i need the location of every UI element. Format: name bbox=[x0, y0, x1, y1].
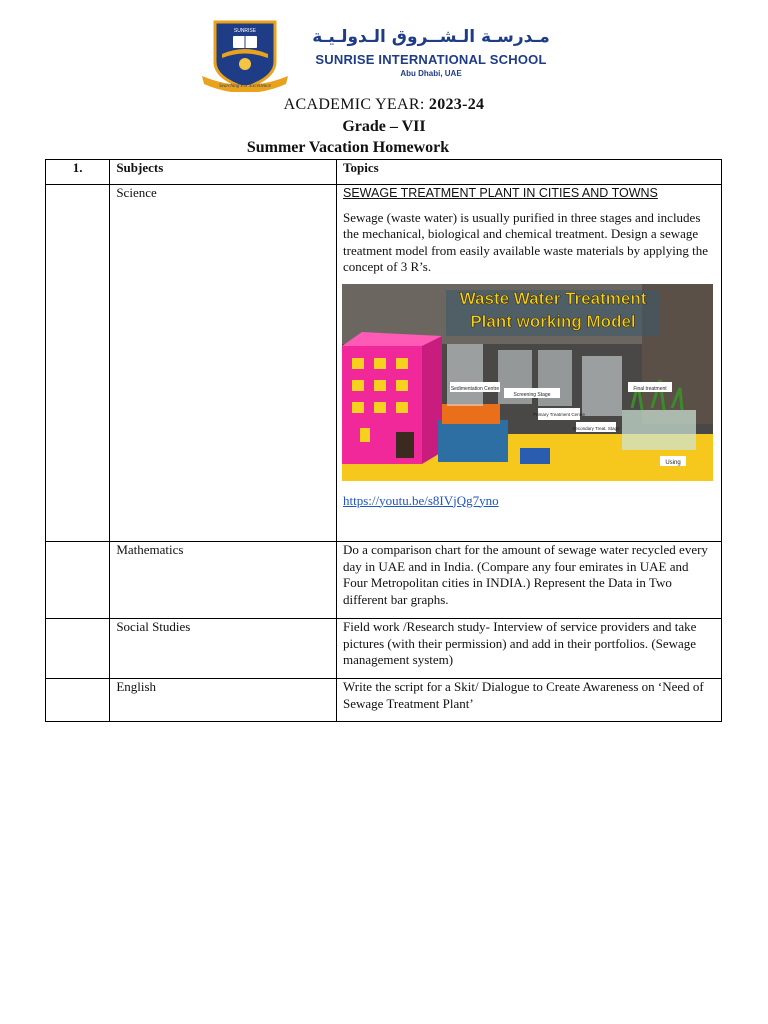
topic-cell: Do a comparison chart for the amount of sewage water recycled every day in UAE and in India. (Compare any four emirates in UAE and Four Metropolitan cities in INDIA.) Represent the Data in Two different bar graphs. bbox=[337, 542, 722, 619]
svg-text:Using: Using bbox=[665, 459, 681, 466]
homework-table bbox=[45, 159, 722, 722]
topic-cell: Field work /Research study- Interview of service providers and take pictures (with their permission) and add in their portfolios. (Sewage management system) bbox=[337, 619, 722, 679]
header-topics: Topics bbox=[337, 160, 722, 185]
svg-text:Waste Water Treatment: Waste Water Treatment bbox=[459, 288, 647, 308]
table-row bbox=[46, 542, 722, 619]
svg-text:Primary Treatment Centre: Primary Treatment Centre bbox=[533, 411, 585, 417]
number-cell bbox=[46, 619, 110, 679]
subject-cell: Social Studies bbox=[110, 619, 337, 679]
school-english-name: SUNRISE INTERNATIONAL SCHOOL bbox=[315, 52, 547, 67]
svg-text:Sedimentation Centre: Sedimentation Centre bbox=[450, 385, 500, 392]
school-name-block bbox=[300, 26, 562, 78]
letterhead bbox=[0, 0, 768, 96]
treatment-model-image bbox=[342, 284, 713, 481]
table-row bbox=[46, 679, 722, 722]
svg-text:Final treatment: Final treatment bbox=[633, 385, 667, 392]
number-cell bbox=[46, 542, 110, 619]
number-cell bbox=[46, 185, 110, 542]
svg-text:Secondary Treat. Stage: Secondary Treat. Stage bbox=[572, 425, 620, 431]
school-arabic-name: مـدرسـة الـشــروق الـدولـيـة bbox=[312, 27, 550, 47]
school-logo bbox=[200, 18, 290, 92]
grade-line: Grade – VII bbox=[342, 118, 426, 135]
academic-year-line bbox=[0, 96, 768, 114]
svg-text:SUNRISE: SUNRISE bbox=[233, 28, 257, 34]
school-location: Abu Dhabi, UAE bbox=[400, 69, 462, 78]
subject-cell: English bbox=[110, 679, 337, 722]
video-link[interactable]: https://youtu.be/s8IVjQg7yno bbox=[343, 492, 499, 508]
academic-year-label: ACADEMIC YEAR: bbox=[283, 96, 425, 113]
svg-text:Screening Stage: Screening Stage bbox=[513, 391, 551, 398]
topic-heading: SEWAGE TREATMENT PLANT IN CITIES AND TOWNS bbox=[343, 186, 658, 200]
header-subjects: Subjects bbox=[110, 160, 337, 185]
table-row bbox=[46, 185, 722, 542]
homework-title: Summer Vacation Homework bbox=[246, 139, 450, 156]
number-cell bbox=[46, 679, 110, 722]
table-header-row bbox=[46, 160, 722, 185]
academic-year-value: 2023-24 bbox=[428, 96, 485, 113]
topic-cell bbox=[337, 185, 722, 542]
topic-text: Sewage (waste water) is usually purified in three stages and includes the mechanical, biological and chemical treatment. Design a sewage treatment model from easily available waste materials by applying the concept of 3 R’s. bbox=[343, 209, 708, 274]
header-number: 1. bbox=[46, 160, 110, 185]
subject-cell: Science bbox=[110, 185, 337, 542]
table-row bbox=[46, 619, 722, 679]
svg-text:Searching For Excellence: Searching For Excellence bbox=[219, 84, 271, 89]
svg-text:Plant working Model: Plant working Model bbox=[470, 311, 636, 331]
subject-cell: Mathematics bbox=[110, 542, 337, 619]
topic-cell: Write the script for a Skit/ Dialogue to Create Awareness on ‘Need of Sewage Treatment Plant’ bbox=[337, 679, 722, 722]
